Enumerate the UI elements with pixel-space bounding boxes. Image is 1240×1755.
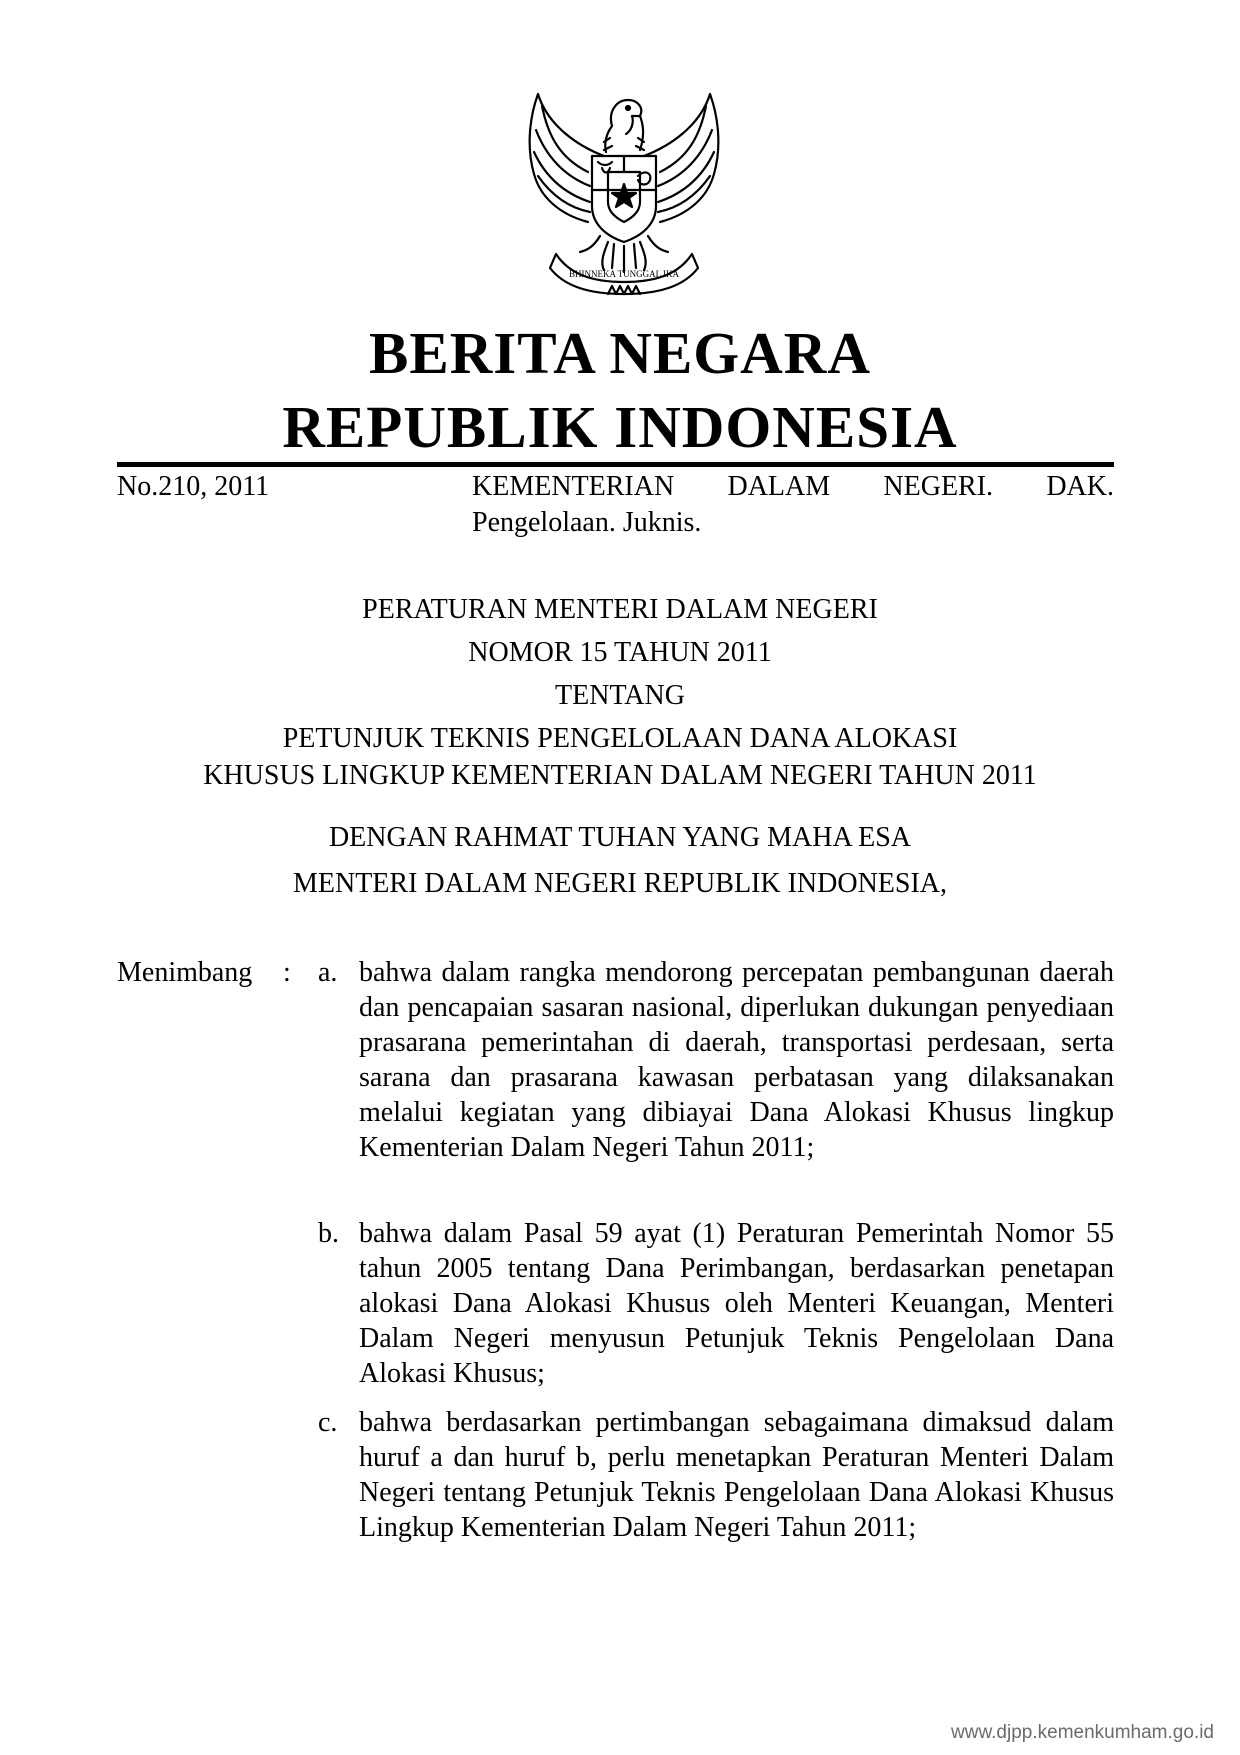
considering-item-text: bahwa dalam rangka mendorong percepatan pembangunan daerah dan pencapaian sasaran nasional, diperlukan dukungan penyediaan prasarana pemerintahan di daerah, transportasi perdesaan, serta sarana dan prasarana kawasan perbatasan yang dilaksanakan melalui kegiatan yang dibiayai Dana Alokasi Khusus lingkup Kementerian Dalam Negeri Tahun 2011; — [359, 957, 1114, 1163]
preamble-line-1: DENGAN RAHMAT TUHAN YANG MAHA ESA — [328, 822, 912, 853]
regulation-about: TENTANG — [555, 680, 685, 711]
regulation-subject-line-2: KHUSUS LINGKUP KEMENTERIAN DALAM NEGERI TAHUN 2011 — [203, 760, 1037, 791]
footer-url: www.djpp.kemenkumham.go.id — [951, 1722, 1214, 1743]
masthead-subtitle: REPUBLIK INDONESIA — [282, 394, 958, 460]
considering-item-letter: a. — [318, 957, 338, 988]
masthead-divider — [117, 462, 1114, 467]
emblem-motto: BHINNEKA TUNGGAL IKA — [569, 269, 679, 279]
preamble-line-2: MENTERI DALAM NEGERI REPUBLIK INDONESIA, — [292, 868, 948, 899]
considering-colon: : — [283, 957, 291, 988]
considering-item-text: bahwa berdasarkan pertimbangan sebagaimana dimaksud dalam huruf a dan huruf b, perlu menetapkan Peraturan Menteri Dalam Negeri tentang Petunjuk Teknis Pengelolaan Dana Alokasi Khusus Lingkup Kementerian Dalam Negeri Tahun 2011; — [359, 1407, 1114, 1543]
considering-label: Menimbang — [117, 957, 253, 988]
masthead-title: BERITA NEGARA — [368, 320, 872, 386]
regulation-title: PERATURAN MENTERI DALAM NEGERI — [362, 594, 878, 625]
garuda-pancasila-emblem — [508, 86, 740, 298]
gazette-subject: KEMENTERIAN DALAM NEGERI. DAK. Pengelolaan. Juknis. — [472, 471, 1114, 538]
gazette-number: No.210, 2011 — [117, 471, 270, 502]
considering-item-text: bahwa dalam Pasal 59 ayat (1) Peraturan Pemerintah Nomor 55 tahun 2005 tentang Dana Perimbangan, berdasarkan penetapan alokasi Dana Alokasi Khusus oleh Menteri Keuangan, Menteri Dalam Negeri menyusun Petunjuk Teknis Pengelolaan Dana Alokasi Khusus; — [359, 1218, 1114, 1389]
considering-item-letter: c. — [318, 1407, 338, 1438]
regulation-number: NOMOR 15 TAHUN 2011 — [468, 637, 772, 668]
regulation-subject-line-1: PETUNJUK TEKNIS PENGELOLAAN DANA ALOKASI — [282, 723, 958, 754]
considering-item-letter: b. — [318, 1218, 339, 1249]
